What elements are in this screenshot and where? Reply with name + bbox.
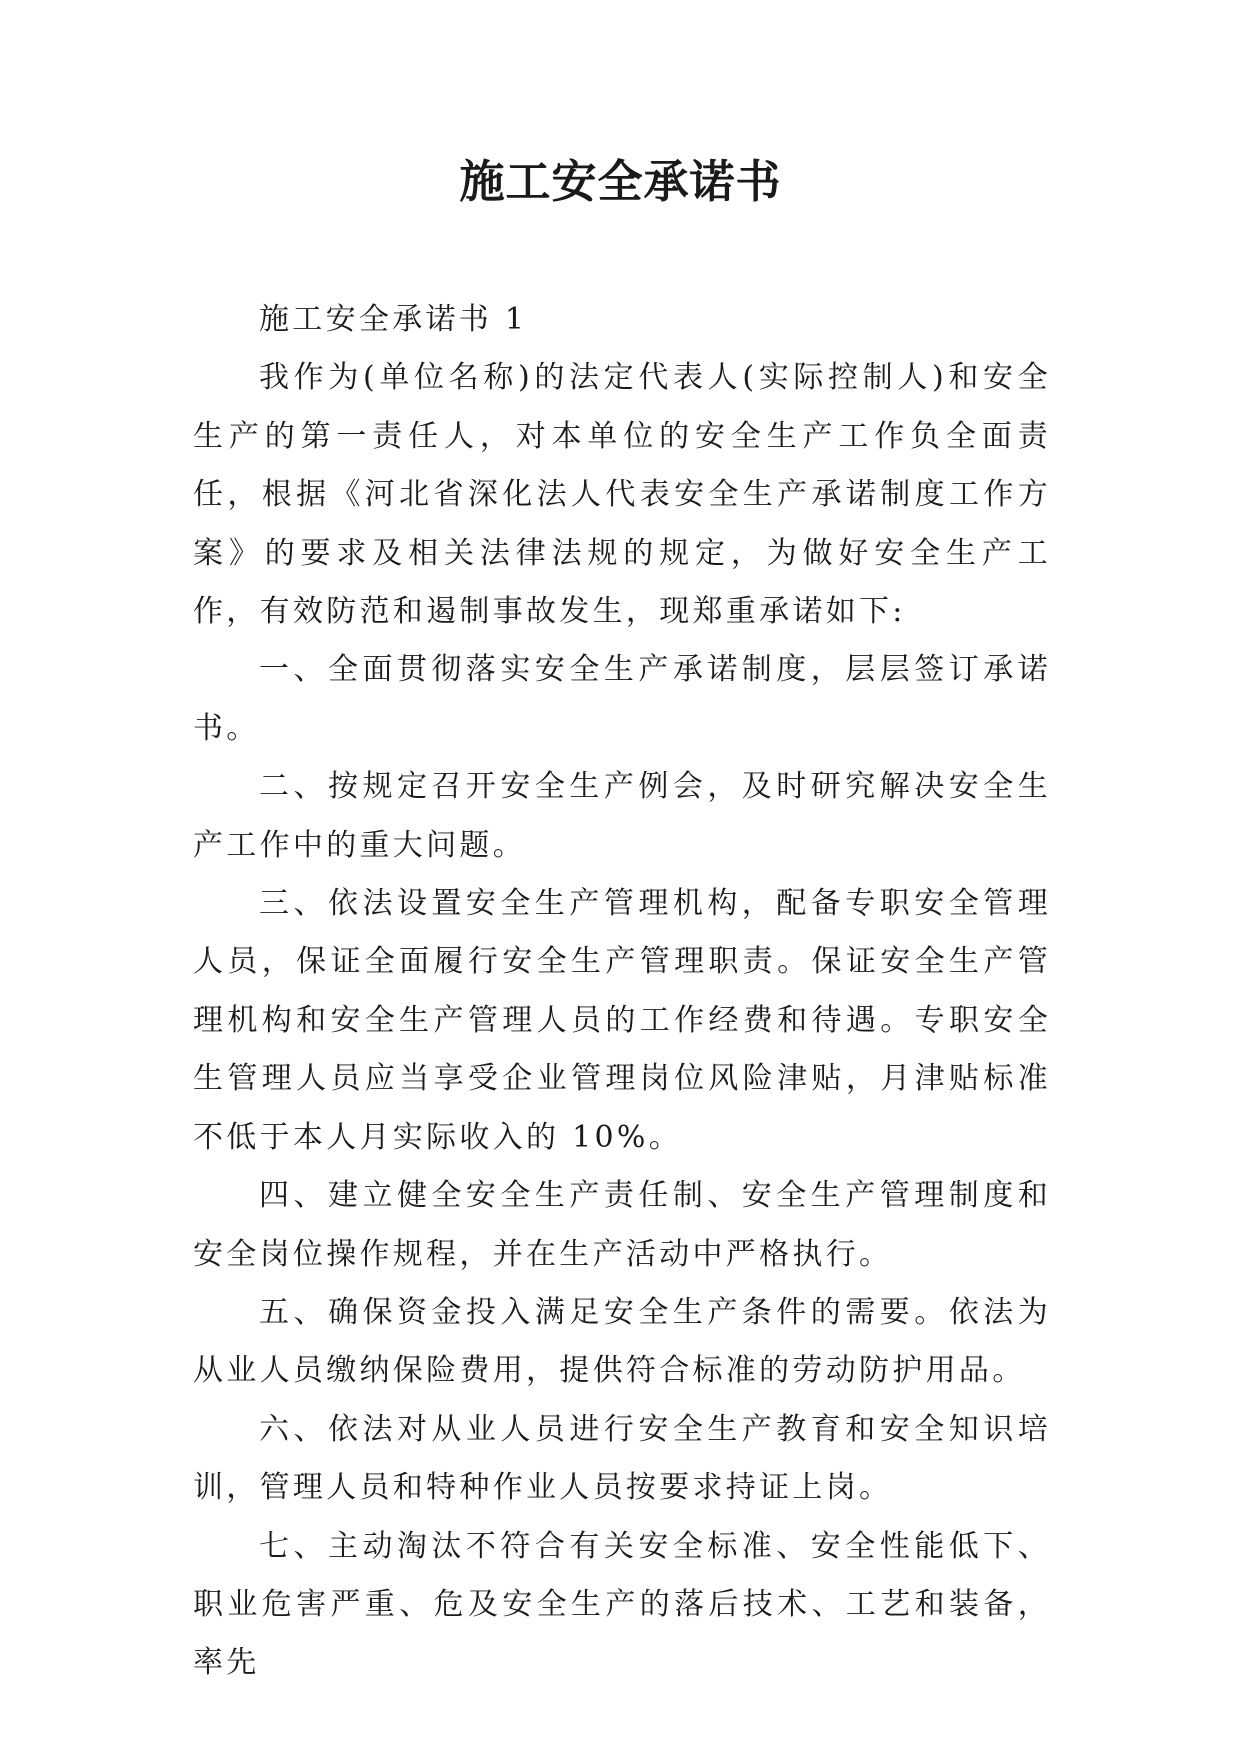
paragraph-item-4: 四、建立健全安全生产责任制、安全生产管理制度和安全岗位操作规程，并在生产活动中严格执行。 bbox=[193, 1178, 1051, 1272]
paragraph-item-6: 六、依法对从业人员进行安全生产教育和安全知识培训，管理人员和特种作业人员按要求持证上岗。 bbox=[193, 1411, 1051, 1506]
document-body bbox=[193, 291, 1051, 1693]
paragraph-item-7: 七、主动淘汰不符合有关安全标准、安全性能低下、职业危害严重、危及安全生产的落后技术、工艺和装备，率先 bbox=[193, 1528, 1051, 1681]
paragraph-item-5: 五、确保资金投入满足安全生产条件的需要。依法为从业人员缴纳保险费用，提供符合标准的劳动防护用品。 bbox=[193, 1294, 1051, 1389]
paragraph-item-3: 三、依法设置安全生产管理机构，配备专职安全管理人员，保证全面履行安全生产管理职责。保证安全生产管理机构和安全生产管理人员的工作经费和待遇。专职安全生管理人员应当享受企业管理岗位风险津贴，月津贴标准不低于本人月实际收入的 10%。 bbox=[193, 886, 1051, 1155]
paragraph-item-2: 二、按规定召开安全生产例会，及时研究解决安全生产工作中的重大问题。 bbox=[193, 769, 1051, 863]
section-heading: 施工安全承诺书 1 bbox=[259, 302, 528, 337]
paragraph-intro: 我作为(单位名称)的法定代表人(实际控制人)和安全生产的第一责任人，对本单位的安全生产工作负全面责任，根据《河北省深化法人代表安全生产承诺制度工作方案》的要求及相关法律法规的规定，为做好安全生产工作，有效防范和遏制事故发生，现郑重承诺如下: bbox=[193, 360, 1051, 630]
document-title: 施工安全承诺书 bbox=[459, 155, 782, 208]
paragraph-item-1: 一、全面贯彻落实安全生产承诺制度，层层签订承诺书。 bbox=[193, 652, 1051, 746]
